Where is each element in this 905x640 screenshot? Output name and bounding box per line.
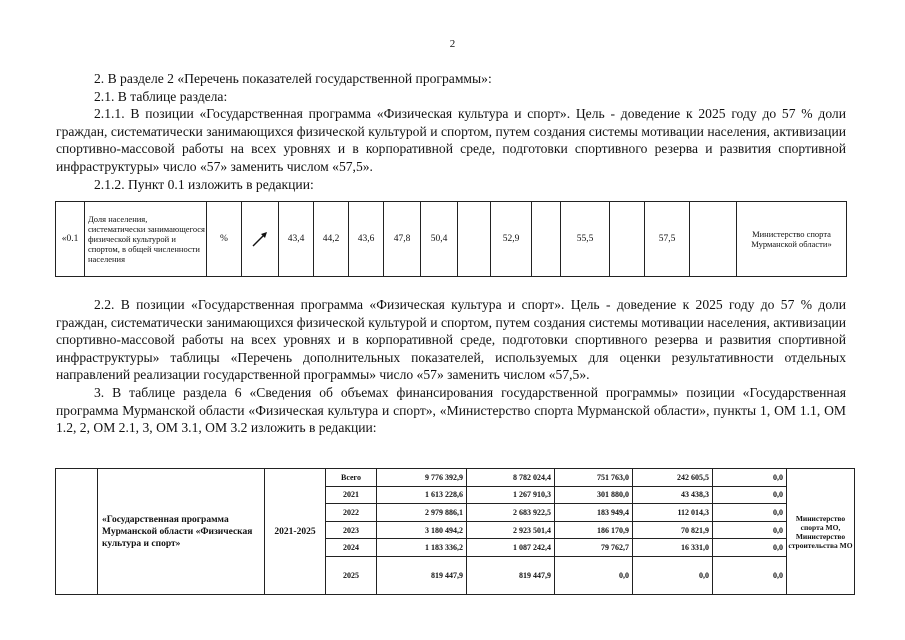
paragraph-2-2: 2.2. В позиции «Государственная программа «Физическая культура и спорт». Цель - доведение к 2025 году до 57 % доли граждан, систематически занимающихся физической культурой и спортом, путем создания системы мотивации населения, активизации спортивно-массовой работы на всех уровнях и в корпоративной среде, подготовки спортивного резерва и развития спортивной инфраструктуры» таблицы «Перечень дополнительных показателей, используемых для оценки результативности отдельных направлений реализации государственной программы» число «57» заменить числом «57,5». <box>56 297 846 383</box>
amount-cell: 2 683 922,5 <box>467 504 555 522</box>
year-cell: 2022 <box>326 504 377 522</box>
amount-cell: 43 438,3 <box>633 486 713 504</box>
indicator-name: Доля населения, систематически занимающегося физической культурой и спортом, в общей численности населения <box>85 202 207 277</box>
paragraph-2-1: 2.1. В таблице раздела: <box>94 88 228 104</box>
value-cell: 44,2 <box>314 202 349 277</box>
year-cell: 2025 <box>326 557 377 595</box>
amount-cell: 0,0 <box>713 504 787 522</box>
amendments-text-block-2 <box>56 296 846 437</box>
indicator-table <box>55 201 847 277</box>
program-name: «Государственная программа Мурманской области «Физическая культура и спорт» <box>98 469 265 595</box>
amount-cell: 0,0 <box>713 539 787 557</box>
program-period: 2021-2025 <box>265 469 326 595</box>
amount-cell: 242 605,5 <box>633 469 713 487</box>
amount-cell: 0,0 <box>555 557 633 595</box>
value-cell: 55,5 <box>561 202 610 277</box>
amount-cell: 0,0 <box>713 557 787 595</box>
paragraph-section-3: 3. В таблице раздела 6 «Сведения об объемах финансирования государственной программы» позиции «Государственная программа Мурманской области «Физическая культура и спорт», «Министерство спорта Мурманской области», пункты 1, ОМ 1.1, ОМ 1.2, 2, ОМ 2.1, 3, ОМ 3.1, ОМ 3.2 изложить в редакции: <box>56 384 846 436</box>
amount-cell: 301 880,0 <box>555 486 633 504</box>
paragraph-2-1-2: 2.1.2. Пункт 0.1 изложить в редакции: <box>94 176 314 192</box>
value-cell: 50,4 <box>421 202 458 277</box>
responsible-executor: Министерство спорта МО, Министерство строительства МО <box>787 469 855 595</box>
paragraph-2-1-1: 2.1.1. В позиции «Государственная программа «Физическая культура и спорт». Цель - доведение к 2025 году до 57 % доли граждан, систематически занимающихся физической культурой и спортом, путем создания системы мотивации населения, активизации спортивно-массовой работы на всех уровнях и в корпоративной среде, подготовки спортивного резерва и развития спортивной инфраструктуры» число «57» заменить числом «57,5». <box>56 106 846 174</box>
table-row <box>56 469 855 487</box>
indicator-code: «0.1 <box>56 202 85 277</box>
value-cell <box>610 202 645 277</box>
year-cell: 2024 <box>326 539 377 557</box>
responsible-executor: Министерство спорта Мурманской области» <box>737 202 847 277</box>
value-cell: 52,9 <box>491 202 532 277</box>
financing-table <box>55 468 855 595</box>
amount-cell: 1 267 910,3 <box>467 486 555 504</box>
amount-cell: 0,0 <box>713 486 787 504</box>
indicator-unit: % <box>207 202 242 277</box>
table-row <box>56 202 847 277</box>
amount-cell: 2 923 501,4 <box>467 521 555 539</box>
value-cell <box>532 202 561 277</box>
value-cell: 57,5 <box>645 202 690 277</box>
value-cell <box>690 202 737 277</box>
year-cell: 2021 <box>326 486 377 504</box>
amount-cell: 16 331,0 <box>633 539 713 557</box>
year-cell: 2023 <box>326 521 377 539</box>
amount-cell: 8 782 024,4 <box>467 469 555 487</box>
page-number: 2 <box>449 38 456 50</box>
amount-cell: 1 087 242,4 <box>467 539 555 557</box>
amount-cell: 2 979 886,1 <box>377 504 467 522</box>
amount-cell: 819 447,9 <box>377 557 467 595</box>
value-cell <box>458 202 491 277</box>
amount-cell: 751 763,0 <box>555 469 633 487</box>
amount-cell: 9 776 392,9 <box>377 469 467 487</box>
amount-cell: 0,0 <box>633 557 713 595</box>
paragraph-section-2: 2. В разделе 2 «Перечень показателей государственной программы»: <box>94 71 492 86</box>
amount-cell: 3 180 494,2 <box>377 521 467 539</box>
amount-cell: 183 949,4 <box>555 504 633 522</box>
amount-cell: 112 014,3 <box>633 504 713 522</box>
amount-cell: 0,0 <box>713 521 787 539</box>
amount-cell: 79 762,7 <box>555 539 633 557</box>
amount-cell: 819 447,9 <box>467 557 555 595</box>
value-cell: 43,4 <box>279 202 314 277</box>
empty-cell <box>56 469 98 595</box>
amount-cell: 1 183 336,2 <box>377 539 467 557</box>
arrow-up-right-icon <box>242 202 279 277</box>
amount-cell: 1 613 228,6 <box>377 486 467 504</box>
value-cell: 43,6 <box>349 202 384 277</box>
amount-cell: 186 170,9 <box>555 521 633 539</box>
amendments-text-block-1 <box>56 70 846 193</box>
amount-cell: 0,0 <box>713 469 787 487</box>
amount-cell: 70 821,9 <box>633 521 713 539</box>
year-cell: Всего <box>326 469 377 487</box>
value-cell: 47,8 <box>384 202 421 277</box>
